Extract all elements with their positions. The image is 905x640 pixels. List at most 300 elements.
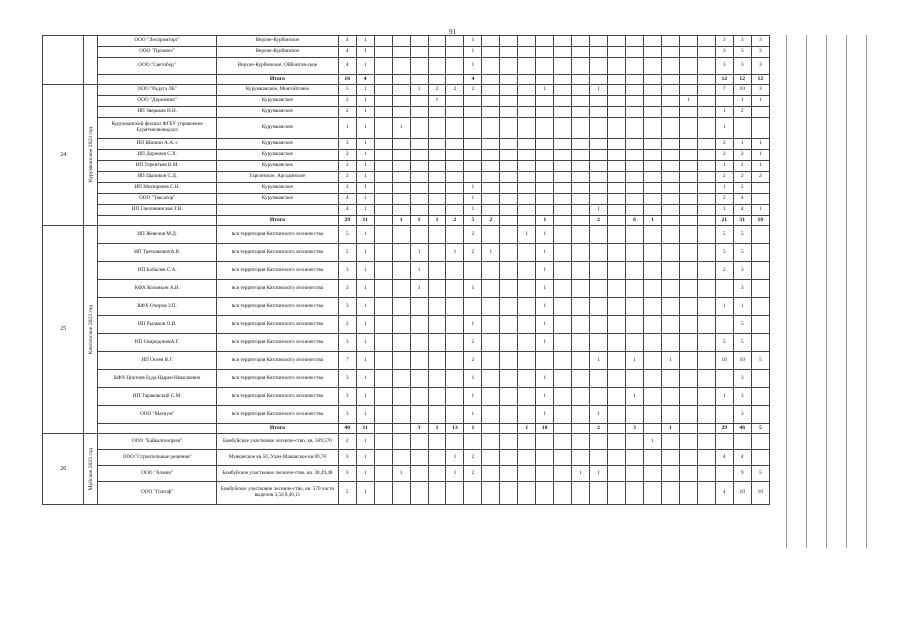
value-cell	[572, 298, 590, 316]
total-value	[608, 75, 626, 85]
value-cell	[410, 183, 428, 194]
value-cell	[392, 352, 410, 370]
value-cell	[679, 388, 697, 406]
value-cell	[536, 352, 554, 370]
value-cell	[572, 161, 590, 172]
total-value	[446, 75, 464, 85]
value-cell: 1	[536, 334, 554, 352]
value-cell	[661, 194, 679, 205]
value-cell	[518, 183, 536, 194]
value-cell: 3	[733, 388, 751, 406]
value-cell: 1	[356, 370, 374, 388]
value-cell: 1	[356, 280, 374, 298]
value-cell	[661, 139, 679, 150]
value-cell	[661, 434, 679, 450]
value-cell	[643, 388, 661, 406]
total-value: 4	[356, 75, 374, 85]
territory: Курумканское	[217, 150, 339, 161]
value-cell	[500, 36, 518, 47]
value-cell: 2	[751, 172, 769, 183]
value-cell: 4	[715, 450, 733, 466]
value-cell	[643, 352, 661, 370]
total-row	[43, 424, 770, 434]
value-cell: 1	[356, 107, 374, 118]
value-cell	[500, 150, 518, 161]
table-row	[43, 262, 770, 280]
value-cell: 3	[338, 139, 356, 150]
value-cell: 1	[356, 36, 374, 47]
territory: Курумканское	[217, 139, 339, 150]
value-cell	[643, 36, 661, 47]
value-cell	[518, 298, 536, 316]
value-cell	[590, 194, 608, 205]
value-cell	[626, 262, 644, 280]
value-cell	[518, 118, 536, 139]
value-cell: 5	[733, 316, 751, 334]
value-cell	[518, 36, 536, 47]
value-cell	[446, 107, 464, 118]
territory: вся территория Кяхтинского лесничества	[217, 388, 339, 406]
value-cell	[428, 370, 446, 388]
value-cell	[374, 370, 392, 388]
value-cell	[572, 226, 590, 244]
value-cell: 2	[338, 161, 356, 172]
total-value: 1	[428, 216, 446, 226]
value-cell	[679, 183, 697, 194]
total-value: 29	[715, 424, 733, 434]
value-cell	[608, 107, 626, 118]
value-cell	[626, 466, 644, 482]
value-cell	[626, 434, 644, 450]
value-cell	[590, 434, 608, 450]
value-cell: 1	[626, 352, 644, 370]
value-cell	[590, 370, 608, 388]
value-cell: 5	[338, 244, 356, 262]
value-cell	[643, 118, 661, 139]
table-row	[43, 205, 770, 216]
value-cell	[590, 139, 608, 150]
value-cell	[482, 482, 500, 505]
value-cell	[554, 36, 572, 47]
value-cell	[428, 107, 446, 118]
value-cell	[572, 262, 590, 280]
value-cell	[482, 406, 500, 424]
value-cell	[392, 450, 410, 466]
value-cell	[428, 244, 446, 262]
table-row	[43, 280, 770, 298]
value-cell	[679, 482, 697, 505]
territory: Бамбуйское участковое лесниче-ство, кв. 570 части выделов 3,56,9,40,11	[217, 482, 339, 505]
table-row	[43, 183, 770, 194]
value-cell	[374, 450, 392, 466]
value-cell	[518, 352, 536, 370]
value-cell: 3	[733, 36, 751, 47]
value-cell	[697, 36, 715, 47]
value-cell	[751, 262, 769, 280]
value-cell	[518, 466, 536, 482]
total-value: 1	[661, 424, 679, 434]
value-cell	[626, 406, 644, 424]
total-value	[661, 75, 679, 85]
value-cell: 4	[338, 47, 356, 58]
value-cell	[482, 150, 500, 161]
value-cell	[608, 434, 626, 450]
value-cell	[410, 107, 428, 118]
value-cell	[626, 194, 644, 205]
total-value	[643, 424, 661, 434]
value-cell	[554, 450, 572, 466]
value-cell	[608, 262, 626, 280]
value-cell: 1	[428, 96, 446, 107]
total-value	[482, 424, 500, 434]
value-cell: 1	[751, 150, 769, 161]
value-cell	[482, 434, 500, 450]
value-cell	[374, 334, 392, 352]
value-cell	[446, 36, 464, 47]
value-cell	[626, 161, 644, 172]
value-cell	[392, 298, 410, 316]
value-cell: 3	[338, 388, 356, 406]
value-cell	[446, 205, 464, 216]
total-value	[697, 424, 715, 434]
territory: Муяканское кв.50, Улан-Маканское кв.69,70	[217, 450, 339, 466]
value-cell	[518, 85, 536, 96]
value-cell	[643, 47, 661, 58]
total-value: 11	[356, 216, 374, 226]
value-cell	[661, 226, 679, 244]
value-cell: 3	[733, 406, 751, 424]
total-value	[392, 424, 410, 434]
value-cell	[518, 150, 536, 161]
total-value	[679, 424, 697, 434]
value-cell	[590, 161, 608, 172]
organization-name: ООО "Промлес"	[98, 47, 217, 58]
value-cell	[464, 139, 482, 150]
value-cell: 2	[733, 150, 751, 161]
value-cell: 1	[356, 482, 374, 505]
value-cell: 4	[338, 205, 356, 216]
value-cell	[572, 36, 590, 47]
value-cell	[697, 205, 715, 216]
value-cell	[500, 172, 518, 183]
value-cell	[392, 172, 410, 183]
table-row	[43, 150, 770, 161]
value-cell	[626, 316, 644, 334]
table-row	[43, 85, 770, 96]
organization-name: ООО "Радуга ЛБ"	[98, 85, 217, 96]
value-cell	[392, 316, 410, 334]
value-cell	[446, 139, 464, 150]
value-cell: 1	[590, 406, 608, 424]
value-cell: 4	[733, 450, 751, 466]
value-cell	[392, 47, 410, 58]
value-cell: 1	[518, 226, 536, 244]
value-cell	[500, 194, 518, 205]
value-cell: 1	[536, 262, 554, 280]
total-value: 13	[446, 424, 464, 434]
value-cell	[392, 183, 410, 194]
total-value	[518, 216, 536, 226]
territory: Курумканское	[217, 118, 339, 139]
value-cell	[428, 262, 446, 280]
total-value: 5	[464, 216, 482, 226]
value-cell	[428, 194, 446, 205]
value-cell	[500, 47, 518, 58]
table-row	[43, 482, 770, 505]
value-cell: 1	[536, 388, 554, 406]
value-cell	[661, 150, 679, 161]
value-cell	[428, 280, 446, 298]
value-cell	[554, 466, 572, 482]
value-cell	[518, 161, 536, 172]
value-cell: 4	[338, 194, 356, 205]
value-cell	[500, 370, 518, 388]
value-cell: 3	[715, 36, 733, 47]
value-cell: 1	[356, 150, 374, 161]
value-cell	[715, 406, 733, 424]
organization-name: КФХ Очиров З.П.	[98, 298, 217, 316]
total-value	[643, 75, 661, 85]
value-cell	[679, 194, 697, 205]
value-cell	[518, 280, 536, 298]
value-cell	[518, 107, 536, 118]
value-cell	[392, 406, 410, 424]
value-cell	[679, 450, 697, 466]
value-cell	[374, 388, 392, 406]
value-cell: 1	[626, 388, 644, 406]
value-cell	[446, 118, 464, 139]
value-cell	[643, 107, 661, 118]
value-cell	[410, 36, 428, 47]
value-cell	[410, 194, 428, 205]
value-cell	[751, 334, 769, 352]
value-cell	[608, 352, 626, 370]
value-cell	[590, 107, 608, 118]
value-cell: 1	[446, 450, 464, 466]
value-cell	[697, 434, 715, 450]
value-cell	[518, 370, 536, 388]
value-cell	[572, 58, 590, 75]
value-cell	[572, 406, 590, 424]
value-cell: 1	[572, 466, 590, 482]
value-cell	[464, 161, 482, 172]
value-cell	[392, 262, 410, 280]
value-cell: 2	[464, 466, 482, 482]
value-cell: 2	[338, 316, 356, 334]
value-cell	[374, 352, 392, 370]
value-cell: 1	[410, 262, 428, 280]
value-cell: 1	[392, 118, 410, 139]
value-cell	[374, 280, 392, 298]
total-spacer	[98, 75, 217, 85]
value-cell	[697, 139, 715, 150]
page-rule	[846, 35, 847, 548]
territory: Гаргинское, Аргадинское	[217, 172, 339, 183]
territory: вся территория Кяхтинского лесничества	[217, 262, 339, 280]
value-cell	[572, 183, 590, 194]
table-row	[43, 107, 770, 118]
value-cell: 1	[751, 161, 769, 172]
value-cell	[608, 194, 626, 205]
value-cell	[536, 205, 554, 216]
value-cell	[608, 280, 626, 298]
value-cell	[428, 36, 446, 47]
value-cell	[643, 334, 661, 352]
value-cell	[446, 280, 464, 298]
total-value: 1	[464, 424, 482, 434]
value-cell	[554, 406, 572, 424]
value-cell: 1	[464, 47, 482, 58]
value-cell	[482, 316, 500, 334]
value-cell	[608, 172, 626, 183]
value-cell	[392, 244, 410, 262]
value-cell	[608, 139, 626, 150]
value-cell	[464, 118, 482, 139]
value-cell	[626, 47, 644, 58]
organization-name: ООО "Светобор"	[98, 58, 217, 75]
organization-name: ООО "Голгоф"	[98, 482, 217, 505]
total-value	[374, 424, 392, 434]
value-cell: 1	[590, 205, 608, 216]
value-cell: 5	[733, 244, 751, 262]
value-cell	[751, 194, 769, 205]
territory: вся территория Кяхтинского лесничества	[217, 316, 339, 334]
value-cell	[554, 334, 572, 352]
value-cell	[590, 118, 608, 139]
value-cell: 1	[356, 58, 374, 75]
organization-name: ООО "Таксатор"	[98, 194, 217, 205]
total-value	[572, 216, 590, 226]
value-cell	[392, 205, 410, 216]
value-cell	[751, 434, 769, 450]
value-cell	[608, 334, 626, 352]
value-cell	[608, 226, 626, 244]
value-cell: 2	[715, 139, 733, 150]
organization-name: ИП СвиридоновА.Г.	[98, 334, 217, 352]
value-cell: 1	[464, 280, 482, 298]
value-cell: 1	[464, 194, 482, 205]
value-cell: 1	[464, 58, 482, 75]
value-cell	[446, 150, 464, 161]
value-cell	[536, 96, 554, 107]
value-cell	[428, 450, 446, 466]
value-cell	[626, 334, 644, 352]
value-cell	[500, 406, 518, 424]
value-cell	[751, 298, 769, 316]
value-cell	[572, 85, 590, 96]
value-cell	[446, 172, 464, 183]
value-cell: 1	[536, 370, 554, 388]
total-value: 10	[536, 424, 554, 434]
value-cell	[536, 450, 554, 466]
organization-name: ИП Цыпиков С.Д.	[98, 172, 217, 183]
value-cell	[500, 262, 518, 280]
value-cell	[482, 226, 500, 244]
value-cell	[410, 47, 428, 58]
value-cell	[590, 226, 608, 244]
value-cell	[428, 298, 446, 316]
total-value: 3	[410, 424, 428, 434]
value-cell	[661, 118, 679, 139]
value-cell	[446, 352, 464, 370]
total-value: 12	[733, 75, 751, 85]
value-cell	[643, 450, 661, 466]
value-cell	[500, 352, 518, 370]
value-cell	[554, 226, 572, 244]
value-cell: 1	[356, 298, 374, 316]
value-cell	[697, 194, 715, 205]
value-cell	[410, 434, 428, 450]
organization-name: ИП Шишин А.А. с	[98, 139, 217, 150]
value-cell: 5	[715, 226, 733, 244]
value-cell	[374, 161, 392, 172]
value-cell	[679, 107, 697, 118]
value-cell	[518, 262, 536, 280]
total-value: 5	[751, 424, 769, 434]
value-cell: 1	[356, 205, 374, 216]
value-cell: 1	[464, 183, 482, 194]
value-cell	[464, 434, 482, 450]
total-value	[661, 216, 679, 226]
value-cell	[374, 139, 392, 150]
value-cell	[428, 58, 446, 75]
value-cell: 1	[356, 316, 374, 334]
territory: Курумканское	[217, 183, 339, 194]
value-cell	[679, 205, 697, 216]
value-cell	[661, 334, 679, 352]
value-cell: 3	[733, 47, 751, 58]
value-cell: 1	[661, 352, 679, 370]
value-cell	[446, 58, 464, 75]
value-cell	[374, 58, 392, 75]
total-value	[626, 75, 644, 85]
value-cell: 1	[590, 85, 608, 96]
value-cell	[500, 482, 518, 505]
value-cell	[590, 58, 608, 75]
value-cell	[679, 58, 697, 75]
value-cell	[518, 434, 536, 450]
value-cell	[518, 482, 536, 505]
table-row	[43, 139, 770, 150]
value-cell	[697, 262, 715, 280]
value-cell: 3	[715, 47, 733, 58]
organization-name: КФХ Коловкин А.В.	[98, 280, 217, 298]
value-cell	[751, 118, 769, 139]
value-cell	[374, 205, 392, 216]
table-row	[43, 298, 770, 316]
organization-name: КФХ Цоктоев Буда-Цырен Николаевич	[98, 370, 217, 388]
value-cell: 1	[356, 406, 374, 424]
value-cell	[536, 172, 554, 183]
value-cell	[643, 161, 661, 172]
value-cell: 1	[446, 466, 464, 482]
value-cell: 1	[410, 244, 428, 262]
value-cell: 1	[356, 334, 374, 352]
value-cell	[410, 205, 428, 216]
value-cell	[679, 36, 697, 47]
value-cell	[608, 316, 626, 334]
value-cell	[428, 150, 446, 161]
organization-name: ИП Мисюркеев С.Н.	[98, 183, 217, 194]
value-cell	[661, 172, 679, 183]
value-cell	[679, 262, 697, 280]
value-cell	[482, 205, 500, 216]
value-cell	[697, 183, 715, 194]
value-cell	[410, 150, 428, 161]
value-cell	[410, 334, 428, 352]
value-cell	[410, 139, 428, 150]
total-value	[374, 75, 392, 85]
